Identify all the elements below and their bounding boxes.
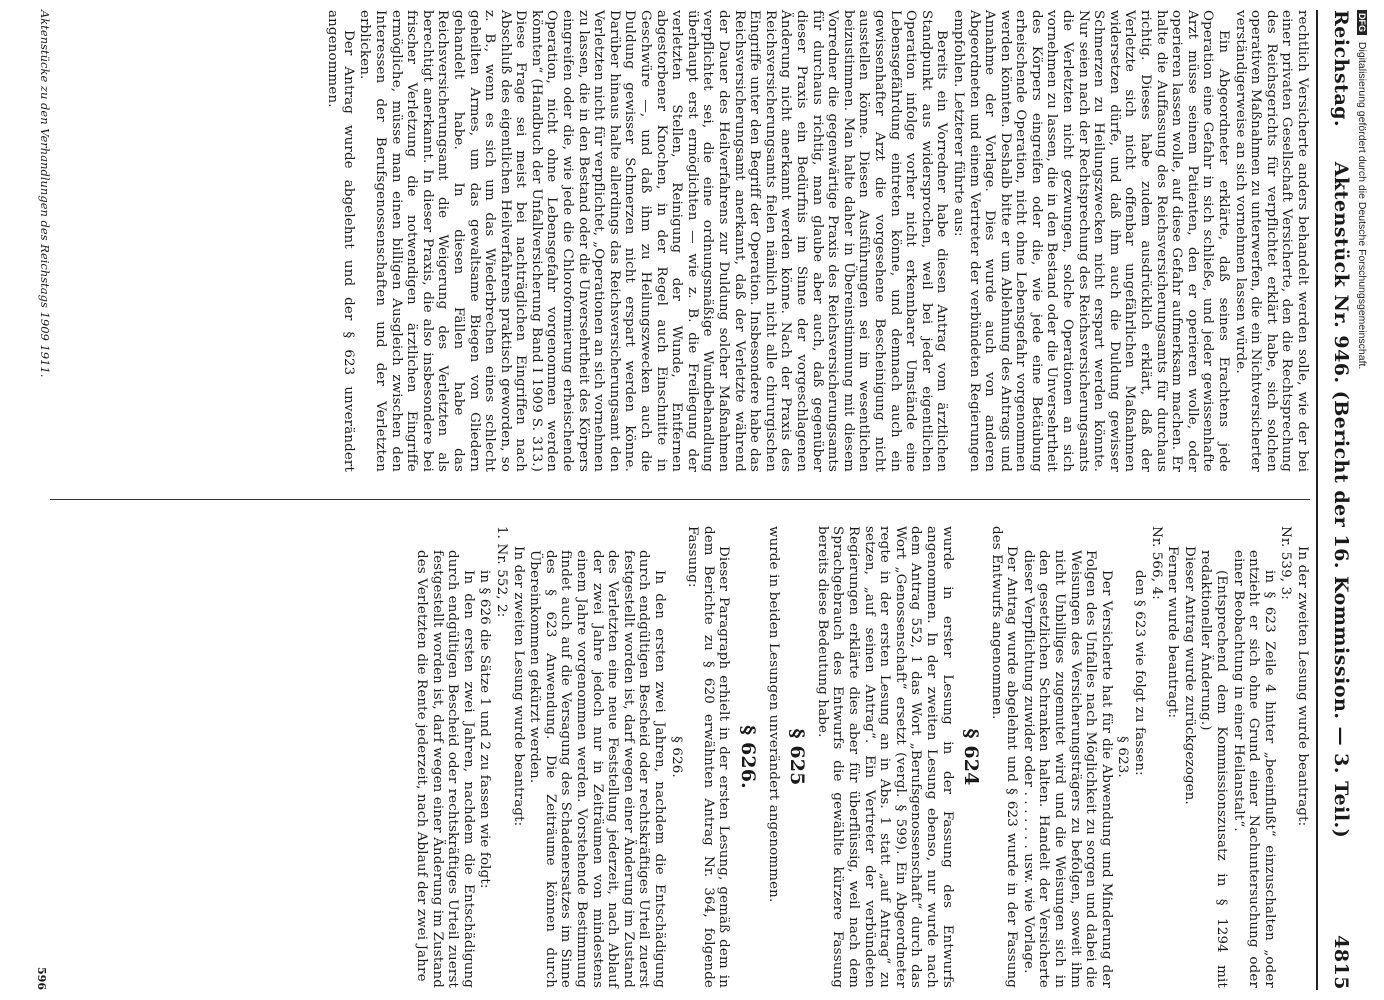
section-number: § 623. — [1115, 736, 1131, 778]
paragraph: (Entsprechend dem Kommissionszusatz in § 1294 mit redaktioneller Änderung.) — [1198, 550, 1230, 988]
paragraph: rechtlich Versicherte anders behandelt werden solle, wie der bei einer privaten Gesellschaft Versicherte, den die Rechtsprechung des Reichsgerichts für verpflichtet erklärt habe, sich solchen operativen Maßnahmen zu unterwerfen, die ein Nichtversicherter verständigerweise an sich vornehmen lassen würde. — [1232, 10, 1310, 472]
section-heading: § 625 — [786, 728, 809, 786]
paragraph: Der Versicherte hat für die Abwendung und Minderung der Folgen des Unfalles nach Möglichkeit zu sorgen und dabei die Weisungen des Versicherungsträgers zu befolgen, soweit ihm nicht Unbilliges zugemutet wird und die Weisungen sich in den gesetzlichen Schranken halten. Handelt der Versicherte dieser Verpflichtung zuwider oder . . . . . . . usw. wie Vorlage. — [1020, 550, 1114, 988]
paragraph: wurde in beiden Lesungen unverändert angenommen. — [765, 526, 781, 903]
left-column — [324, 10, 1310, 472]
motion-label: Nr. 566, 4: — [1148, 526, 1164, 600]
dfg-logo-icon: DFG — [1357, 10, 1367, 35]
column-divider — [50, 499, 1310, 500]
paragraph: Dieser Antrag wurde zurückgezogen. — [1181, 546, 1197, 805]
section-heading: § 624 — [960, 728, 983, 786]
page-header — [1316, 10, 1358, 990]
header-title: Aktenstück Nr. 946. (Bericht der 16. Kommission. — 3. Teil.) — [1330, 161, 1352, 839]
page-footer: Aktenstücke zu den Verhandlungen des Reichstags 1909 1911. — [38, 10, 52, 378]
paragraph: In den ersten zwei Jahren, nachdem die Entschädigung durch endgültigen Bescheid oder rechtskräftiges Urteil zuerst festgestellt worden ist, darf wegen einer Änderung im Zustand des Verletzten eine neue Feststellung jederzeit, nach Ablauf der zwei Jahre jedoch nur in Zeiträumen von mindestens einem Jahre vorgenommen werden. Vorstehende Bestimmung findet auch auf die Versagung des Schadenersatzes im Sinne des § 623 Anwendung. Die Zeiträume können durch Übereinkommen gekürzt werden. — [527, 550, 668, 988]
paragraph: In den ersten zwei Jahren, nachdem die Entschädigung durch endgültigen Bescheid oder rechtskräftiges Urteil zuerst festgestellt worden ist, darf wegen einer Änderung im Zustand des Verletzten die Rente jederzeit, nach Ablauf der zwei Jahre — [414, 550, 476, 988]
paragraph: In der zweiten Lesung wurde beantragt: — [1295, 546, 1310, 827]
section-number: § 626. — [668, 736, 684, 778]
paragraph: Der Antrag wurde abgelehnt und der § 623 unverändert angenommen. — [325, 10, 356, 472]
paragraph: Ein Abgeordneter erklärte, daß seines Erachtens jede Operation eine Gefahr in sich schließe, und jeder gewissenhafte Arzt müsse seinem Patienten, den er operieren wolle, oder operieren lassen wolle, auf diese Gefahr aufmerksam machen. Er halte die Auffassung des Reichsversicherungsamts für durchaus richtig. Dieses habe zudem ausdrücklich erklärt, daß der Verletzte sich nicht offenbar ungefährlichen Maßnahmen widersetzen dürfe, und daß ihm auch die Duldung gewisser Schmerzen zu Heilungszwecken nicht erspart werden könnte. Nur seien nach der Rechtsprechung des Reichsversicherungsamts die Verletzten nicht gezwungen, solche Operationen an sich vornehmen zu lassen, die in den Bestand oder die Unversehrtheit des Körpers eingreifen oder die, wie jede eine Betäubung erheischende Operation, nicht ohne Lebensgefahr vorgenommen werden könnten. Deshalb bitte er um Ablehnung des Antrags und Annahme der Vorlage. Dies wurde auch von anderen Abgeordneten und einem Vertreter der verbündeten Regierungen empfohlen. Letzterer führte aus: — [950, 10, 1232, 472]
paragraph: Der Antrag wurde abgelehnt und § 623 wurde in der Fassung des Entwurfs angenommen. — [988, 526, 1020, 988]
motion-label: Nr. 539, 3: — [1278, 526, 1294, 600]
paragraph: wurde in erster Lesung in der Fassung des Entwurfs angenommen. In der zweiten Lesung ebenso, nur wurde nach dem Antrag 552, 1 das Wort „Berufsgenossenschaft“ durch das Wort „Genossenschaft“ ersetzt (vergl. § 599). Ein Abgeordneter regte in der ersten Lesung an in Abs. 1 statt „auf Antrag“ zu setzen, „auf seinen Antrag“. Ein Vertreter der verbündeten Regierungen erklärte dies aber für überflüssig, weil nach dem Sprachgebrauch des Entwurfs die gewählte kürzere Fassung bereits diese Bedeutung habe. — [814, 526, 955, 988]
paragraph: Ferner wurde beantragt: — [1165, 546, 1181, 719]
right-column — [413, 526, 1310, 988]
motion-label: 1. Nr. 552, 2: — [494, 526, 510, 618]
digitization-note — [1356, 10, 1368, 990]
sheet-number: 596 — [35, 967, 48, 990]
paragraph: den § 623 wie folgt zu fassen: — [1132, 570, 1148, 776]
paragraph: Bereits ein Vorredner habe diesen Antrag vom ärztlichen Standpunkt aus widersprochen, weil bei jeder eigentlichen Operation infolge vorher nicht erkennbarer Umstände eine Lebensgefährdung eintreten könne, und demnach auch ein gewissenhafter Arzt die vorgesehene Bescheinigung nicht ausstellen könne. Diesen Ausführungen sei im wesentlichen beizustimmen. Man halte daher in Übereinstimmung mit diesem Vorredner die gegenwärtige Praxis des Reichsversicherungsamts für durchaus richtig, man glaube aber auch, daß gegenüber dieser Praxis ein Bedürfnis im Sinne der vorgeschlagenen Änderung nicht anerkannt werden könne. Nach der Praxis des Reichsversicherungsamts fielen nämlich nicht alle chirurgischen Eingriffe unter den Begriff der Operation. Insbesondere habe das Reichsversicherungsamt anerkannt, daß der Verletzte während der Dauer des Heilverfahrens zur Duldung solcher Maßnahmen verpflichtet sei, die eine ordnungsmäßige Wundbehandlung überhaupt erst ermöglichten — wie z. B. die Freilegung der verletzten Stellen, Reinigung der Wunde, Entfernen abgestorbener Knochen, in der Regel auch Einschnitte in Geschwüre —, und daß ihm zu Heilungszwecken auch die Duldung gewisser Schmerzen nicht erspart werden könne. Darüber hinaus halte allerdings das Reichsversicherungsamt den Verletzten nicht für verpflichtet, „Operationen an sich vornehmen zu lassen, die in den Bestand oder die Unversehrtheit des Körpers eingreifen oder die, wie jede die Chloroformierung erheischende Operation, nicht ohne Lebensgefahr vorgenommen werden könnten“ (Handbuch der Unfallversicherung Band I 1909 S. 313.) Diese Frage sei meist bei nachträglichen Eingriffen nach Abschluß des eigentlichen Heilverfahrens praktisch geworden, so z. B., wenn es sich um das Wiederbrechen eines schlecht geheilten Armes, um das gewaltsame Biegen von Gliedern gehandelt habe. In diesen Fällen habe das Reichsversicherungsamt die Weigerung des Verletzten als berechtigt anerkannt. In dieser Praxis, die also insbesondere bei frischer Verletzung die notwendigen ärztlichen Eingriffe ermögliche, müsse man einen billigen Ausgleich zwischen den Interessen der Berufsgenossenschaften und der Verletzten erblicken. — [357, 10, 950, 472]
paragraph: Dieser Paragraph erhielt in der ersten Lesung, gemäß dem in dem Berichte zu § 620 erwähnten Antrag Nr. 364, folgende Fassung: — [685, 526, 732, 988]
paragraph: in § 623 Zeile 4 hinter „beeinflußt“ einzuschalten „oder entzieht er sich ohne Grund einer Nachuntersuchung oder einer Beobachtung in einer Heilanstalt“. — [1230, 550, 1277, 988]
digitization-text: Digitalisierung gefördert durch die Deutsche Forschungsgemeinschaft. — [1356, 41, 1368, 370]
document-page — [28, 10, 1358, 990]
paragraph: In der zweiten Lesung wurde beantragt: — [510, 546, 526, 827]
paragraph: in § 626 die Sätze 1 und 2 zu fassen wie folgt: — [477, 570, 493, 889]
page-number: 4815 — [1330, 935, 1352, 990]
section-heading: § 626. — [737, 725, 759, 789]
header-left: Reichstag. — [1330, 10, 1352, 128]
